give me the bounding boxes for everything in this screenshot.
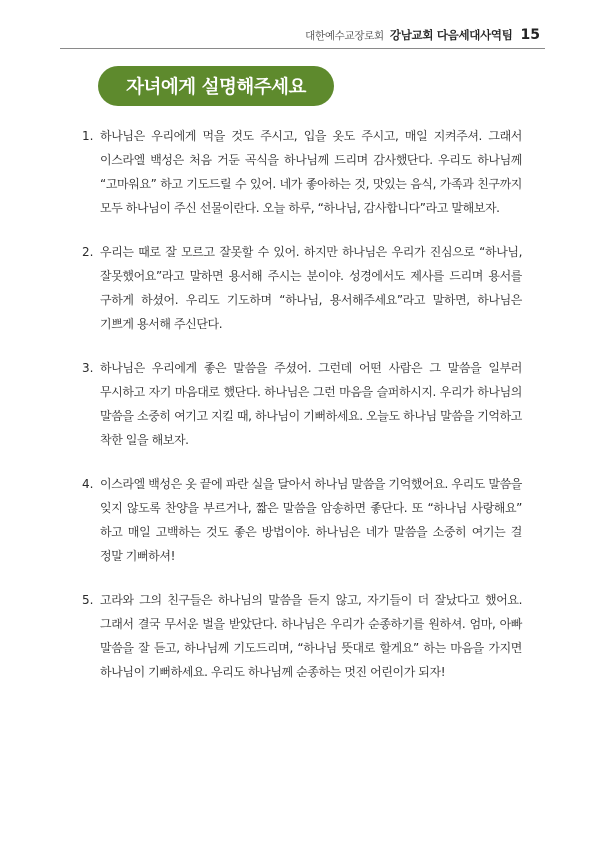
item-text: 하나님은 우리에게 먹을 것도 주시고, 입을 옷도 주시고, 매일 지켜주셔. 그래서 이스라엘 백성은 처음 거둔 곡식을 하나님께 드리며 감사했단다. 우리도 하나님께 “고마워요” 하고 기도드릴 수 있어. 네가 좋아하는 것, 맛있는 음식, 가족과 친구까지 모두 하나님이 주신 선물이란다. 오늘 하루, “하나님, 감사합니다”라고 말해보자.	[100, 129, 522, 215]
item-text: 고라와 그의 친구들은 하나님의 말씀을 듣지 않고, 자기들이 더 잘났다고 했어요. 그래서 결국 무서운 벌을 받았단다. 하나님은 우리가 순종하기를 원하셔. 엄마, 아빠 말씀을 잘 듣고, 하나님께 기도드리며, “하나님 뜻대로 할게요” 하는 마음을 가지면 하나님이 기뻐하세요. 우리도 하나님께 순종하는 멋진 어린이가 되자!	[100, 593, 522, 679]
header-divider	[60, 48, 545, 49]
page-number: 15	[520, 27, 540, 43]
page-header	[305, 27, 540, 43]
list-item	[82, 356, 522, 452]
item-number: 2.	[82, 245, 94, 259]
list-item	[82, 240, 522, 336]
header-department: 강남교회 다음세대사역팀	[389, 28, 513, 42]
title-banner	[98, 66, 334, 106]
list-item	[82, 588, 522, 684]
list-item	[82, 124, 522, 220]
item-number: 4.	[82, 477, 94, 491]
list-item	[82, 472, 522, 568]
item-number: 5.	[82, 593, 94, 607]
header-org-name: 대한예수교장로회	[305, 30, 384, 42]
explanation-list	[82, 124, 522, 704]
item-text: 하나님은 우리에게 좋은 말씀을 주셨어. 그런데 어떤 사람은 그 말씀을 일부러 무시하고 자기 마음대로 했단다. 하나님은 그런 마음을 슬퍼하시지. 우리가 하나님의 말씀을 소중히 여기고 지킬 때, 하나님이 기뻐하세요. 오늘도 하나님 말씀을 기억하고 착한 일을 해보자.	[100, 361, 522, 447]
item-number: 1.	[82, 129, 94, 143]
page-title: 자녀에게 설명해주세요	[126, 77, 306, 98]
item-number: 3.	[82, 361, 94, 375]
item-text: 우리는 때로 잘 모르고 잘못할 수 있어. 하지만 하나님은 우리가 진심으로 “하나님, 잘못했어요”라고 말하면 용서해 주시는 분이야. 성경에서도 제사를 드리며 용서를 구하게 하셨어. 우리도 기도하며 “하나님, 용서해주세요”라고 말하면, 하나님은 기쁘게 용서해 주신단다.	[100, 245, 522, 331]
item-text: 이스라엘 백성은 옷 끝에 파란 실을 달아서 하나님 말씀을 기억했어요. 우리도 말씀을 잊지 않도록 찬양을 부르거나, 짧은 말씀을 암송하면 좋단다. 또 “하나님 사랑해요” 하고 매일 고백하는 것도 좋은 방법이야. 하나님은 네가 말씀을 소중히 여기는 걸 정말 기뻐하셔!	[100, 477, 522, 563]
